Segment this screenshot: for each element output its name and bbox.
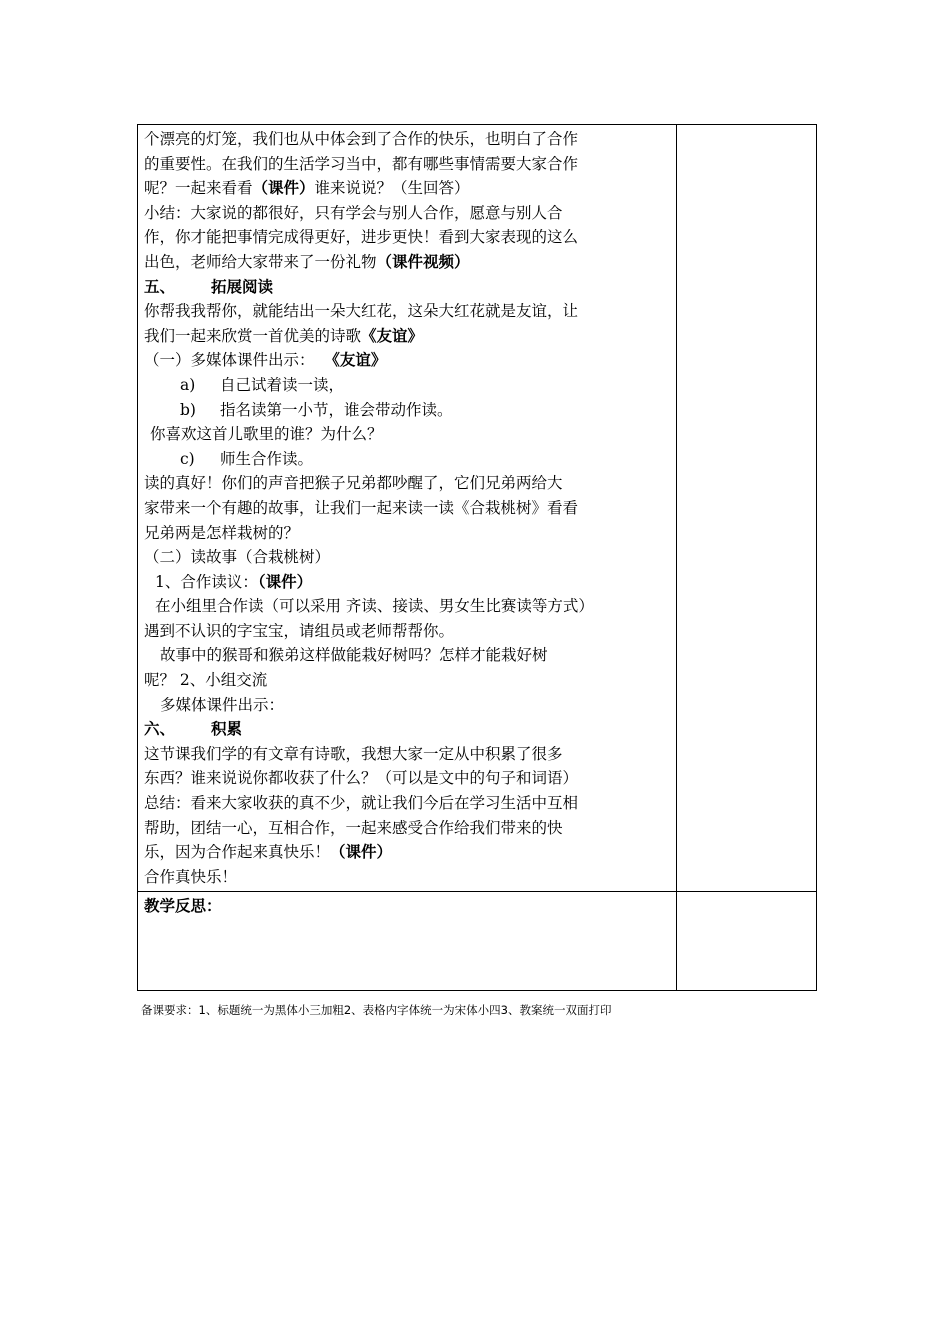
section-heading-5: 五、 拓展阅读: [144, 276, 274, 296]
question-line: 你喜欢这首儿歌里的谁？为什么？: [150, 425, 383, 444]
lesson-text: [138, 125, 676, 891]
subsection-line: （一）多媒体课件出示： 《友谊》: [144, 350, 387, 370]
notes-cell: [677, 125, 817, 892]
text-line: 家带来一个有趣的故事，让我们一起来读一读《合栽桃树》看看: [144, 498, 579, 517]
text-line: 作，你才能把事情完成得更好，进步更快！看到大家表现的这么: [144, 228, 579, 247]
reflection-notes-cell: [677, 892, 817, 991]
list-item-c: c) 师生合作读。: [180, 449, 314, 468]
courseware-tag: （课件）: [330, 842, 393, 862]
text-line: 合作真快乐！: [144, 867, 238, 886]
reflection-cell: [138, 892, 677, 991]
text-line: 个漂亮的灯笼，我们也从中体会到了合作的快乐，也明白了合作: [144, 130, 579, 148]
text-line: 多媒体课件出示：: [160, 695, 285, 714]
text-line: 你帮我我帮你，就能结出一朵大红花，这朵大红花就是友谊，让: [144, 302, 579, 321]
text-line: 在小组里合作读（可以采用 齐读、接读、男女生比赛读等方式）: [155, 597, 594, 616]
summary-line: 小结：大家说的都很好，只有学会与别人合作，愿意与别人合: [144, 203, 563, 222]
text-line: 出色，老师给大家带来了一份礼物（课件视频）: [144, 251, 470, 271]
text-line: 呢？一起来看看（课件）谁来说说？（生回答）: [144, 178, 470, 198]
list-item-a: a) 自己试着读一读，: [180, 375, 345, 394]
text-line: 帮助，团结一心，互相合作，一起来感受合作给我们带来的快: [144, 818, 563, 837]
text-line: 遇到不认识的字宝宝，请组员或老师帮帮你。: [144, 621, 455, 640]
reflection-title: 教学反思：: [144, 896, 222, 916]
text-line: 我们一起来欣赏一首优美的诗歌《友谊》: [144, 325, 424, 345]
courseware-tag: （课件）: [252, 178, 315, 198]
lesson-content-row: [138, 125, 817, 892]
courseware-tag: （课件）: [257, 571, 313, 591]
courseware-video-tag: （课件视频）: [376, 251, 470, 271]
text-line: 兄弟两是怎样栽树的？: [144, 523, 300, 542]
text-line: 的重要性。在我们的生活学习当中，都有哪些事情需要大家合作: [144, 154, 579, 173]
text-line: 故事中的猴哥和猴弟这样做能栽好树吗？怎样才能栽好树: [160, 646, 548, 665]
reflection-row: [138, 892, 817, 991]
text-line: 乐，因为合作起来真快乐！（课件）: [144, 842, 393, 862]
poem-title: 《友谊》: [361, 325, 424, 345]
poem-title: 《友谊》: [324, 350, 387, 370]
text-line: 读的真好！你们的声音把猴子兄弟都吵醒了，它们兄弟两给大: [144, 474, 563, 493]
text-line: 1、合作读议：（课件）: [155, 571, 313, 591]
lesson-content-cell: [138, 125, 677, 892]
section-heading-6: 六、 积累: [144, 719, 243, 739]
text-line: 这节课我们学的有文章有诗歌，我想大家一定从中积累了很多: [144, 744, 563, 763]
lesson-plan-table: [137, 124, 817, 991]
text-line: 东西？谁来说说你都收获了什么？（可以是文中的句子和词语）: [144, 769, 579, 788]
summary-line: 总结：看来大家收获的真不少，就让我们今后在学习生活中互相: [144, 794, 579, 813]
footer-requirements-note: 备课要求：1、标题统一为黑体小三加粗2、表格内字体统一为宋体小四3、教案统一双面打印: [141, 1003, 612, 1017]
subsection-line: （二）读故事（合栽桃树）: [144, 548, 331, 567]
list-item-b: b) 指名读第一小节，谁会带动作读。: [180, 400, 453, 419]
text-line: 呢？ 2、小组交流: [144, 671, 268, 690]
